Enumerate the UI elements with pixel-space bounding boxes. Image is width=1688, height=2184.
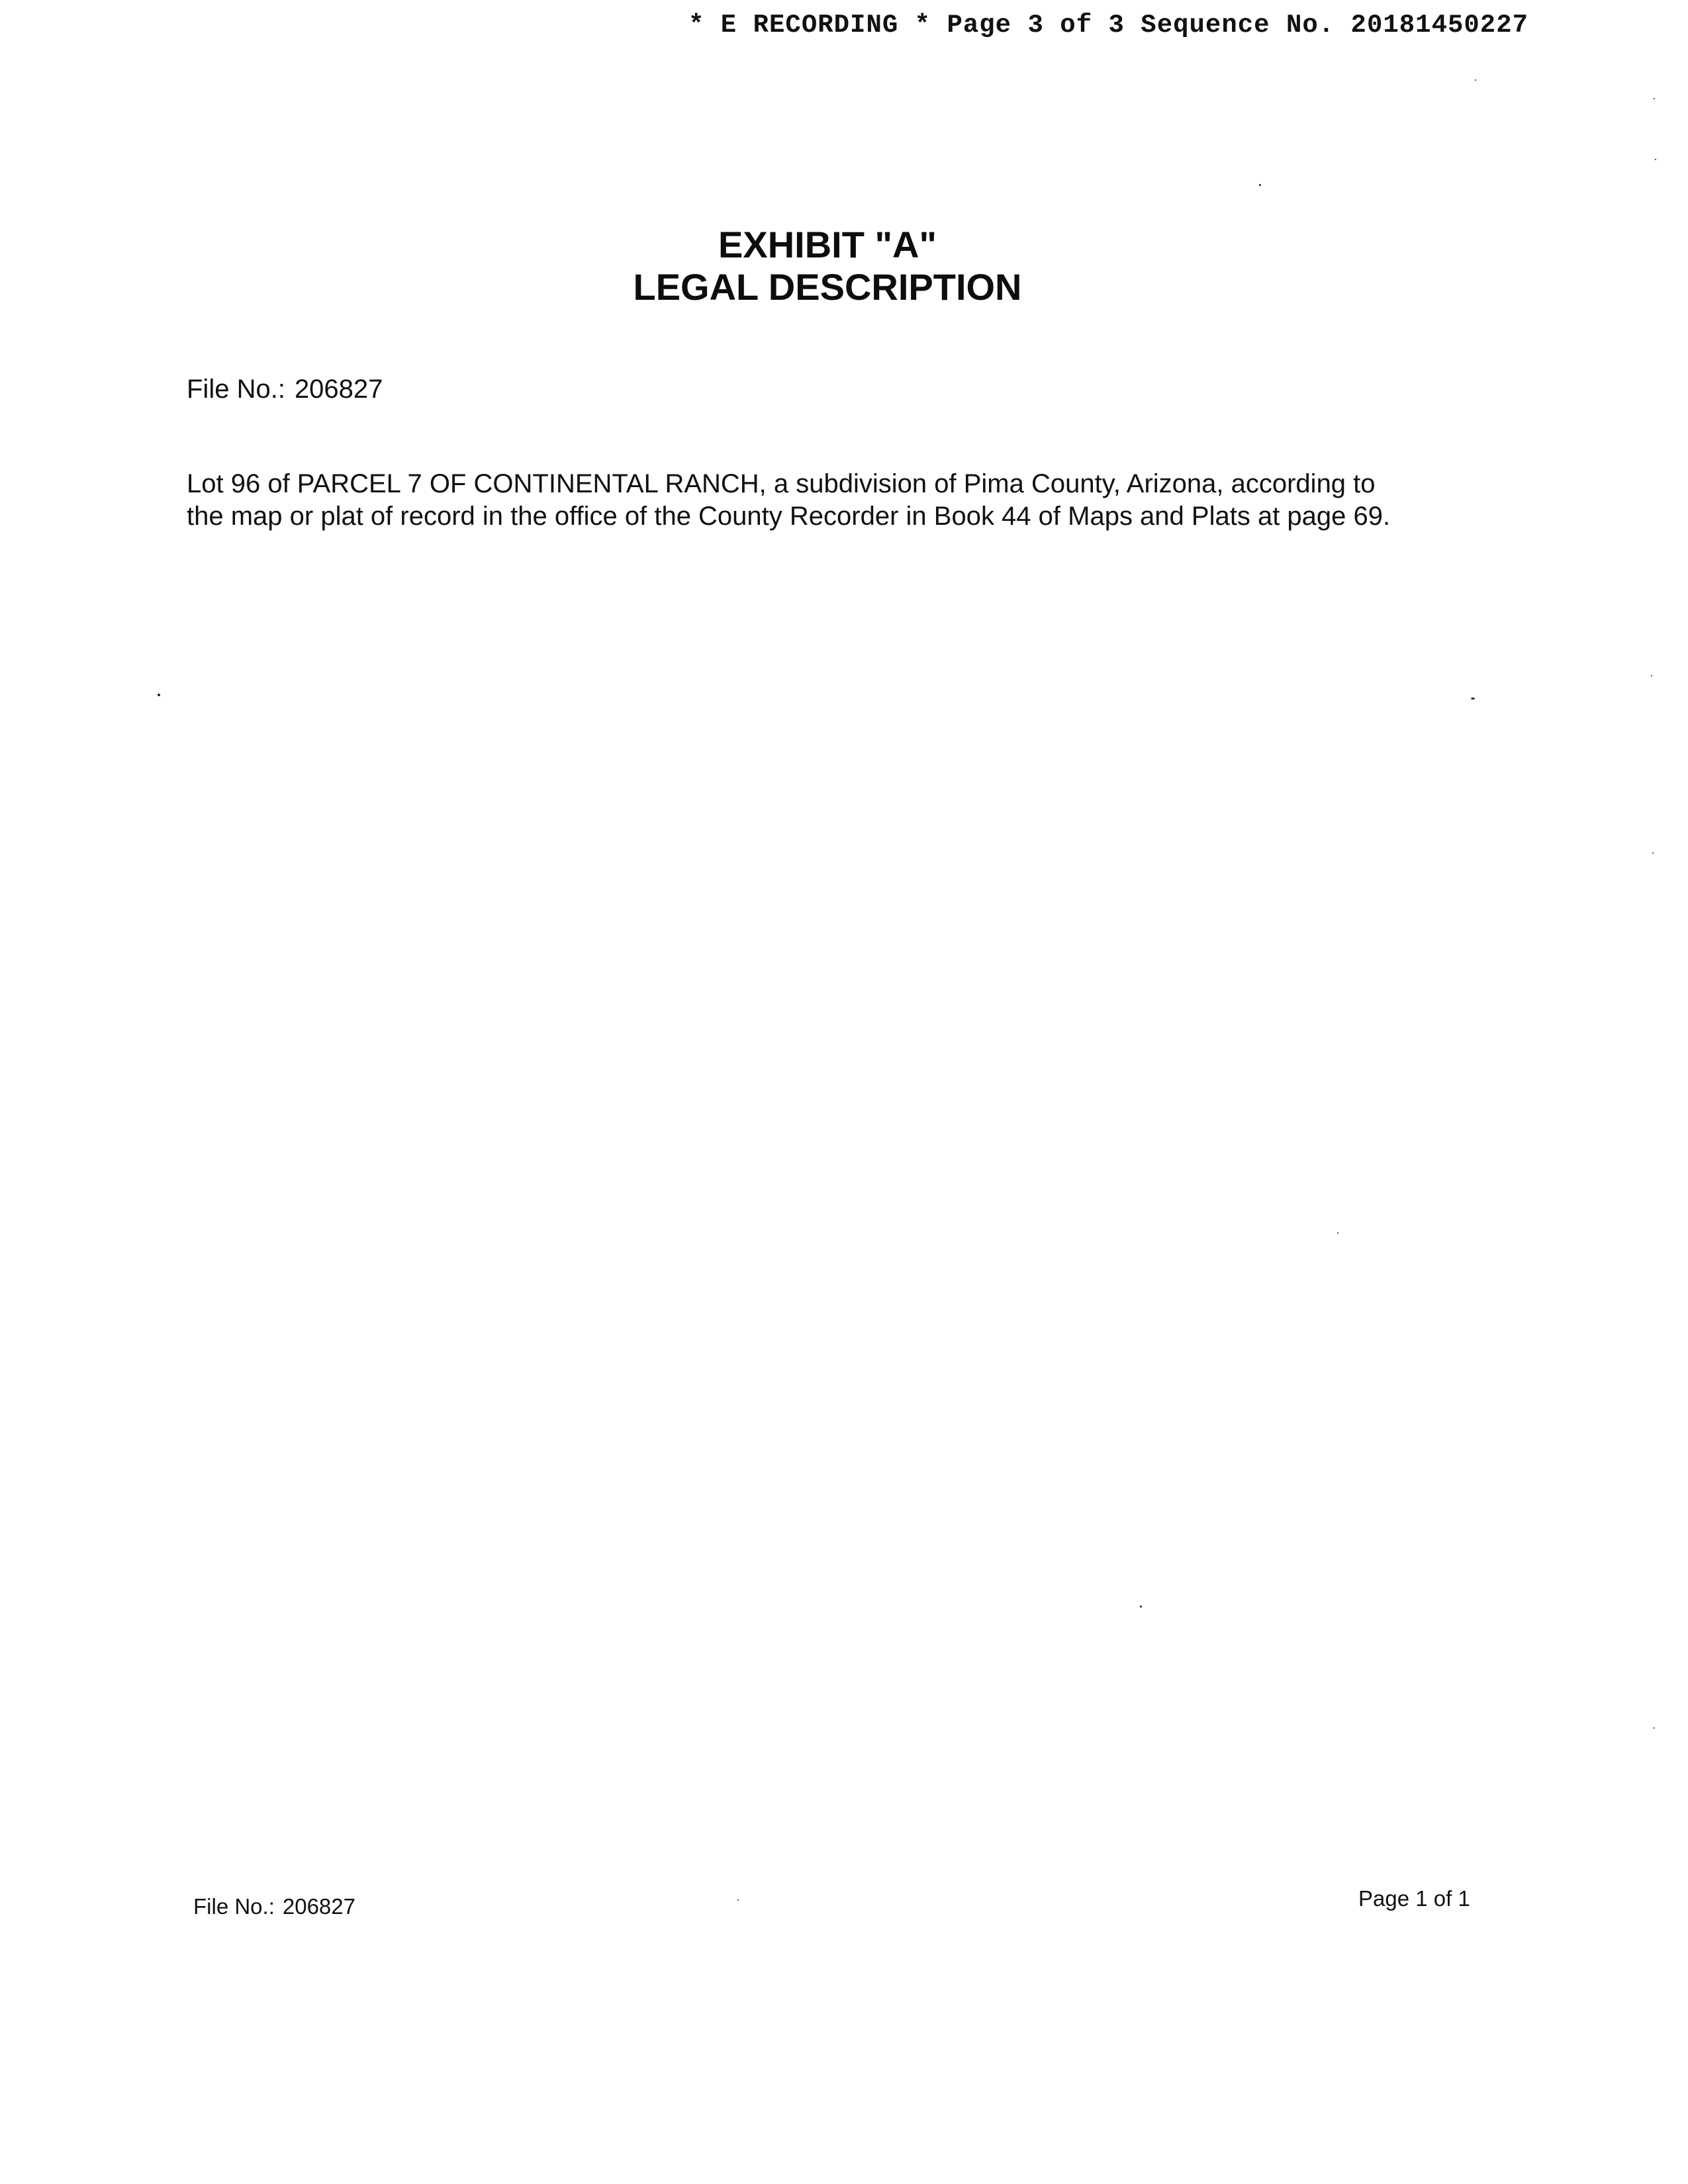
scan-speck [1654,98,1655,99]
scan-speck [1140,1606,1142,1608]
footer-file-value: 206827 [282,1894,355,1919]
exhibit-title: EXHIBIT "A" [718,224,937,265]
scan-speck [1652,852,1654,854]
scan-speck [158,694,160,696]
scan-speck [1471,698,1475,700]
legal-description-paragraph [187,468,1477,533]
scan-speck [1337,1232,1338,1234]
scan-speck [1475,79,1476,81]
scan-speck [1654,1727,1655,1729]
scan-speck [1651,675,1652,676]
exhibit-title-block [0,224,1655,308]
footer-file-label: File No.: [193,1894,275,1919]
exhibit-subtitle: LEGAL DESCRIPTION [633,266,1022,308]
file-number-label: File No.: [187,375,285,404]
scan-speck [1655,159,1656,160]
file-number-value: 206827 [294,375,383,404]
file-number-line [187,375,383,404]
scan-speck [737,1899,739,1901]
recording-stamp-header: * E RECORDING * Page 3 of 3 Sequence No. 20181450227 [688,11,1528,40]
legal-description-line-1: Lot 96 of PARCEL 7 OF CONTINENTAL RANCH, a subdivision of Pima County, Arizona, according to [187,469,1376,498]
footer-file-number [193,1894,355,1919]
legal-description-line-2: the map or plat of record in the office of the County Recorder in Book 44 of Maps and Plats at page 69. [187,502,1391,531]
footer-page-indicator: Page 1 of 1 [1358,1886,1470,1911]
scan-speck [1259,184,1261,186]
